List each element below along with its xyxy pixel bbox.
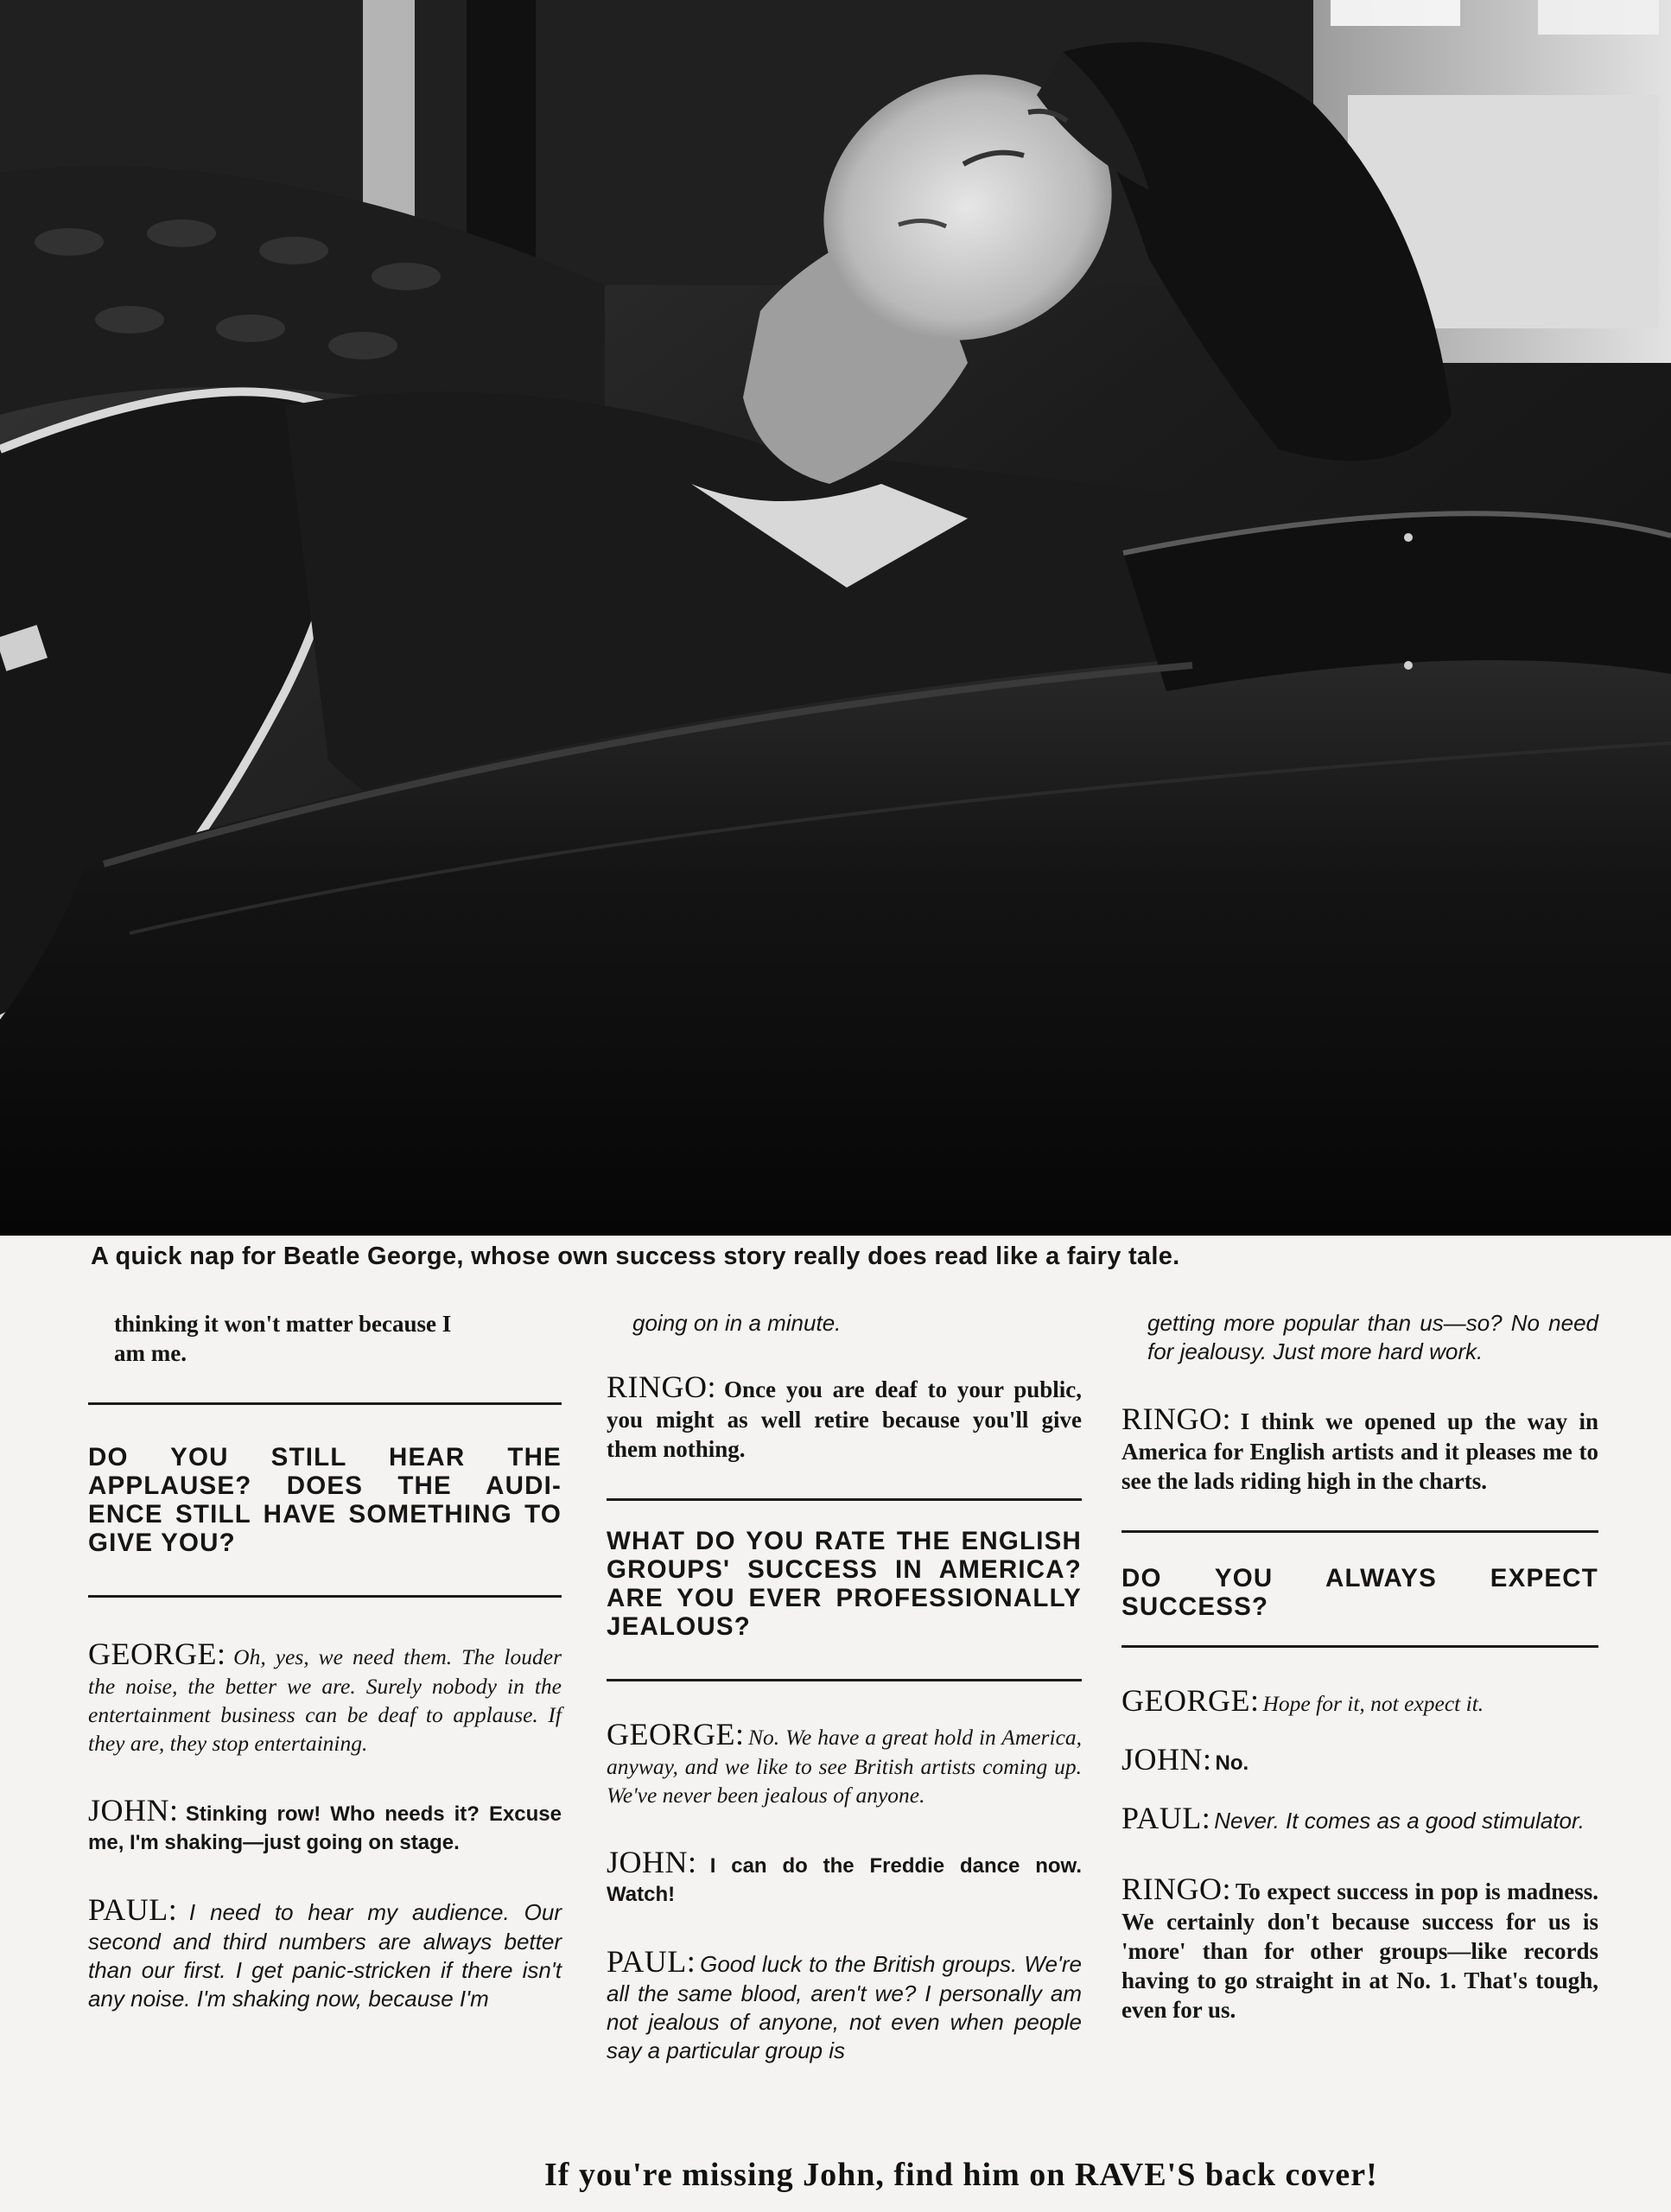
col2-paul-answer bbox=[607, 1943, 1082, 2065]
col1-question: DO YOU STILL HEAR THE APPLAUSE? DOES THE AUDI- ENCE STILL HAVE SOMETHING TO GIVE YOU? bbox=[88, 1443, 562, 1557]
col2-george-answer bbox=[607, 1716, 1082, 1809]
col3-george-answer bbox=[1121, 1682, 1598, 1719]
col1-john-text: Stinking row! Who needs it? Excuse me, I'm shaking—just going on stage. bbox=[88, 1802, 562, 1854]
speaker-ringo: RINGO: bbox=[607, 1370, 716, 1404]
col3-ringo2-answer bbox=[1121, 1871, 1598, 2024]
col1-george-text: Oh, yes, we need them. The louder the noise, the better we are. Surely nobody in the entertainment business can be deaf to applause. If they are, they stop entertaining. bbox=[88, 1644, 562, 1756]
speaker-paul: PAUL: bbox=[607, 1944, 696, 1979]
col2-question: WHAT DO YOU RATE THE ENGLISH GROUPS' SUCCESS IN AMERICA? ARE YOU EVER PROFESSIONALLY JEALOUS? bbox=[607, 1527, 1082, 1641]
col2-ringo-text: Once you are deaf to your public, you might as well retire because you'll give them nothing. bbox=[607, 1376, 1083, 1462]
col1-john-answer bbox=[88, 1792, 562, 1857]
divider bbox=[607, 1679, 1082, 1681]
speaker-paul: PAUL: bbox=[1121, 1801, 1211, 1835]
divider bbox=[1121, 1645, 1598, 1648]
col3-ringo-answer bbox=[1121, 1401, 1598, 1496]
col3-intro: getting more popular than us—so? No need for jealousy. Just more hard work. bbox=[1147, 1310, 1598, 1364]
col3-ringo2-text: To expect success in pop is madness. We certainly don't because success for us is 'more' than for other groups—like records having to go straight in at No. 1. That's tough, even for us. bbox=[1121, 1878, 1598, 2023]
col2-ringo-answer bbox=[607, 1369, 1082, 1464]
speaker-george: GEORGE: bbox=[607, 1717, 745, 1751]
col3-ringo-text: I think we opened up the way in America for English artists and it pleases me to see the lads riding high in the charts. bbox=[1121, 1408, 1599, 1494]
divider bbox=[1121, 1530, 1598, 1533]
photo-caption: A quick nap for Beatle George, whose own success story really does read like a fairy tale. bbox=[91, 1243, 1180, 1270]
speaker-john: JOHN: bbox=[607, 1845, 697, 1879]
speaker-john: JOHN: bbox=[1121, 1742, 1212, 1777]
col3-paul-answer bbox=[1121, 1800, 1598, 1836]
speaker-paul: PAUL: bbox=[88, 1892, 178, 1927]
col3-john-answer bbox=[1121, 1741, 1598, 1777]
col1-george-answer bbox=[88, 1636, 562, 1758]
column-3 bbox=[1121, 1309, 1598, 2024]
col2-george-text: No. We have a great hold in America, anyway, and we like to see British artists coming up. We've never been jealous of anyone. bbox=[607, 1725, 1083, 1808]
divider bbox=[88, 1595, 562, 1598]
speaker-ringo: RINGO: bbox=[1121, 1402, 1231, 1436]
speaker-george: GEORGE: bbox=[1121, 1683, 1260, 1718]
col1-intro-line2: am me. bbox=[114, 1340, 187, 1366]
col1-intro bbox=[88, 1309, 562, 1368]
col2-paul-text: Good luck to the British groups. We're all the same blood, aren't we? I personally am not jealous of anyone, not even when people say a particular group is bbox=[607, 1951, 1082, 2063]
col2-john-text: I can do the Freddie dance now. Watch! bbox=[607, 1854, 1082, 1906]
col1-paul-answer bbox=[88, 1891, 562, 2013]
divider bbox=[607, 1498, 1082, 1501]
speaker-ringo: RINGO: bbox=[1121, 1872, 1231, 1906]
col2-john-answer bbox=[607, 1844, 1082, 1909]
speaker-john: JOHN: bbox=[88, 1793, 179, 1827]
column-2 bbox=[607, 1309, 1082, 2065]
col3-question: DO YOU ALWAYS EXPECT SUCCESS? bbox=[1121, 1564, 1598, 1621]
back-cover-note: If you're missing John, find him on RAVE'S back cover! bbox=[544, 2157, 1378, 2193]
col1-intro-line1: thinking it won't matter because I bbox=[114, 1311, 452, 1337]
divider bbox=[88, 1402, 562, 1405]
col3-paul-text: Never. It comes as a good stimulator. bbox=[1214, 1808, 1585, 1834]
column-1 bbox=[88, 1309, 562, 2013]
col3-george-text: Hope for it, not expect it. bbox=[1262, 1691, 1484, 1716]
speaker-george: GEORGE: bbox=[88, 1637, 226, 1671]
col3-john-text: No. bbox=[1215, 1751, 1249, 1775]
col2-intro: going on in a minute. bbox=[632, 1310, 842, 1336]
col1-paul-text: I need to hear my audience. Our second and third numbers are always better than our first. I get panic-stricken if there isn't any noise. I'm shaking now, because I'm bbox=[88, 1899, 562, 2012]
